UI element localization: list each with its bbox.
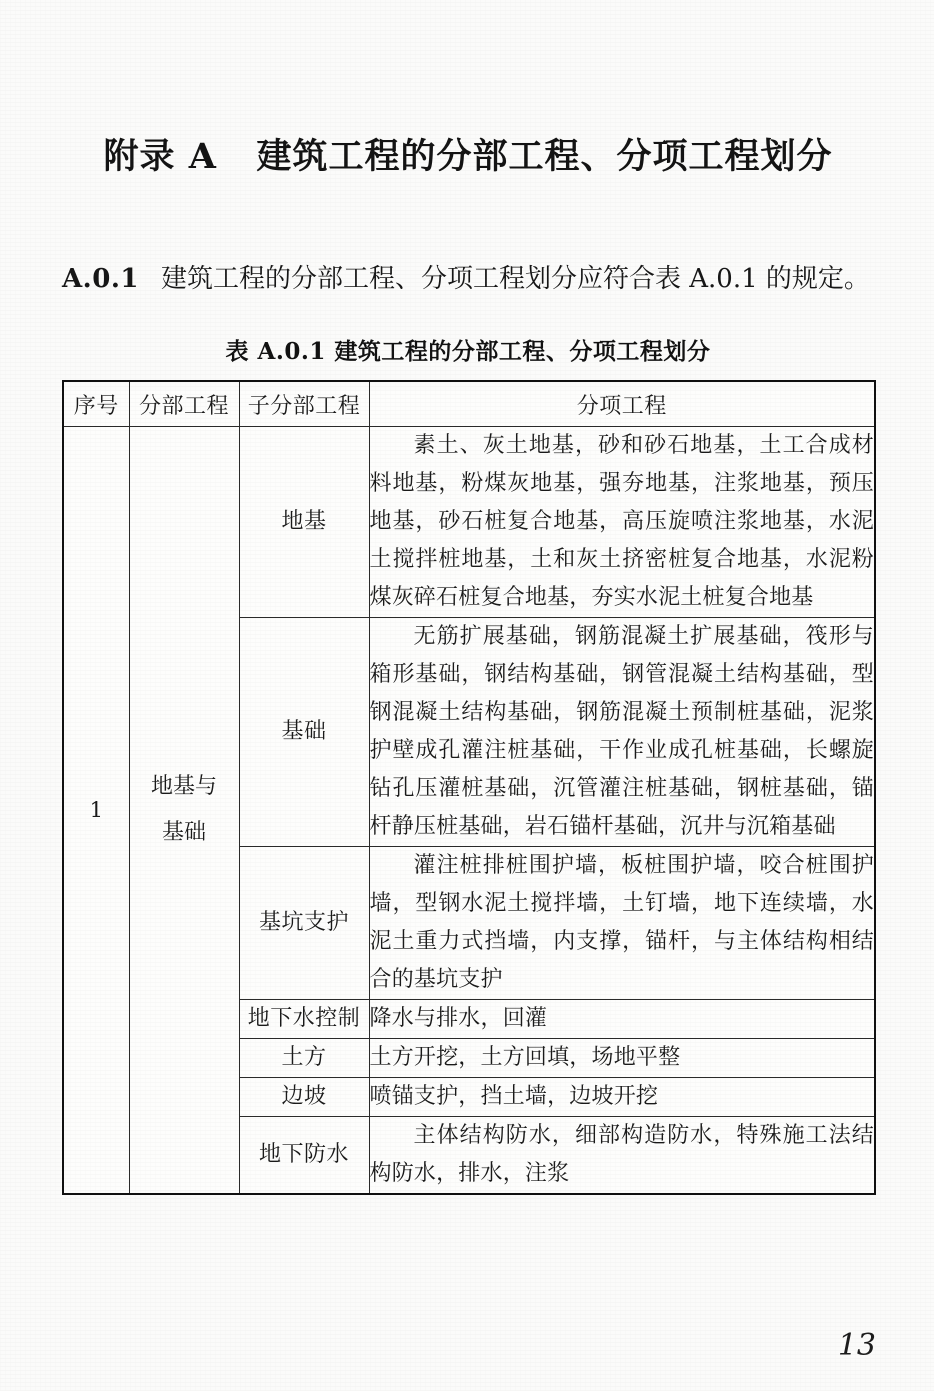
- division-line-2: 基础: [161, 820, 206, 845]
- items-cell: [369, 847, 875, 1000]
- subdivision-cell: 土方: [239, 1039, 369, 1078]
- header-cell-subdivision: 子分部工程: [239, 381, 369, 427]
- items-text: 灌注桩排桩围护墙，板桩围护墙，咬合桩围护墙，型钢水泥土搅拌墙，土钉墙，地下连续墙，水泥土重力式挡墙，内支撑，锚杆，与主体结构相结合的基坑支护: [369, 853, 874, 992]
- page-number: 13: [837, 1328, 876, 1363]
- items-text: 土方开挖，土方回填，场地平整: [369, 1045, 681, 1070]
- subdivision-cell: 地下水控制: [239, 1000, 369, 1039]
- subdivision-cell: 边坡: [239, 1078, 369, 1117]
- items-text: 无筋扩展基础，钢筋混凝土扩展基础，筏形与箱形基础，钢结构基础，钢管混凝土结构基础，型钢混凝土结构基础，钢筋混凝土预制桩基础，泥浆护壁成孔灌注桩基础，干作业成孔桩基础，长螺旋钻孔压灌桩基础，沉管灌注桩基础，钢桩基础，锚杆静压桩基础，岩石锚杆基础，沉井与沉箱基础: [369, 624, 874, 839]
- table-caption: 表 A.0.1 建筑工程的分部工程、分项工程划分: [225, 338, 711, 365]
- division-line-1: 地基与: [150, 774, 217, 799]
- division-name-cell: [129, 427, 239, 1195]
- table-container: [62, 380, 874, 1195]
- clause-number: A.0.1: [62, 264, 139, 294]
- items-cell: [369, 1039, 875, 1078]
- row-number-cell: 1: [63, 427, 129, 1195]
- header-cell-no: 序号: [63, 381, 129, 427]
- subdivision-cell: 地基: [239, 427, 369, 618]
- header-cell-item: 分项工程: [369, 381, 875, 427]
- items-cell: [369, 1000, 875, 1039]
- clause-text: 建筑工程的分部工程、分项工程划分应符合表 A.0.1 的规定。: [160, 264, 870, 294]
- items-text: 素土、灰土地基，砂和砂石地基，土工合成材料地基，粉煤灰地基，强夯地基，注浆地基，预压地基，砂石桩复合地基，高压旋喷注浆地基，水泥土搅拌桩地基，土和灰土挤密桩复合地基，水泥粉煤灰碎石桩复合地基，夯实水泥土桩复合地基: [369, 433, 874, 610]
- table-row: [63, 427, 875, 618]
- subdivision-cell: 基坑支护: [239, 847, 369, 1000]
- items-text: 主体结构防水，细部构造防水，特殊施工法结构防水，排水，注浆: [369, 1123, 874, 1186]
- table-header-row: [63, 381, 875, 427]
- items-cell: [369, 1078, 875, 1117]
- items-cell: [369, 618, 875, 847]
- header-cell-division: 分部工程: [129, 381, 239, 427]
- subdivision-cell: 地下防水: [239, 1117, 369, 1195]
- subdivision-cell: 基础: [239, 618, 369, 847]
- division-table: [62, 380, 876, 1195]
- items-cell: [369, 1117, 875, 1195]
- clause-paragraph: [62, 258, 874, 300]
- page-title: 附录 A 建筑工程的分部工程、分项工程划分: [103, 136, 833, 178]
- items-cell: [369, 427, 875, 618]
- items-text: 喷锚支护，挡土墙，边坡开挖: [369, 1084, 659, 1109]
- items-text: 降水与排水，回灌: [369, 1006, 548, 1031]
